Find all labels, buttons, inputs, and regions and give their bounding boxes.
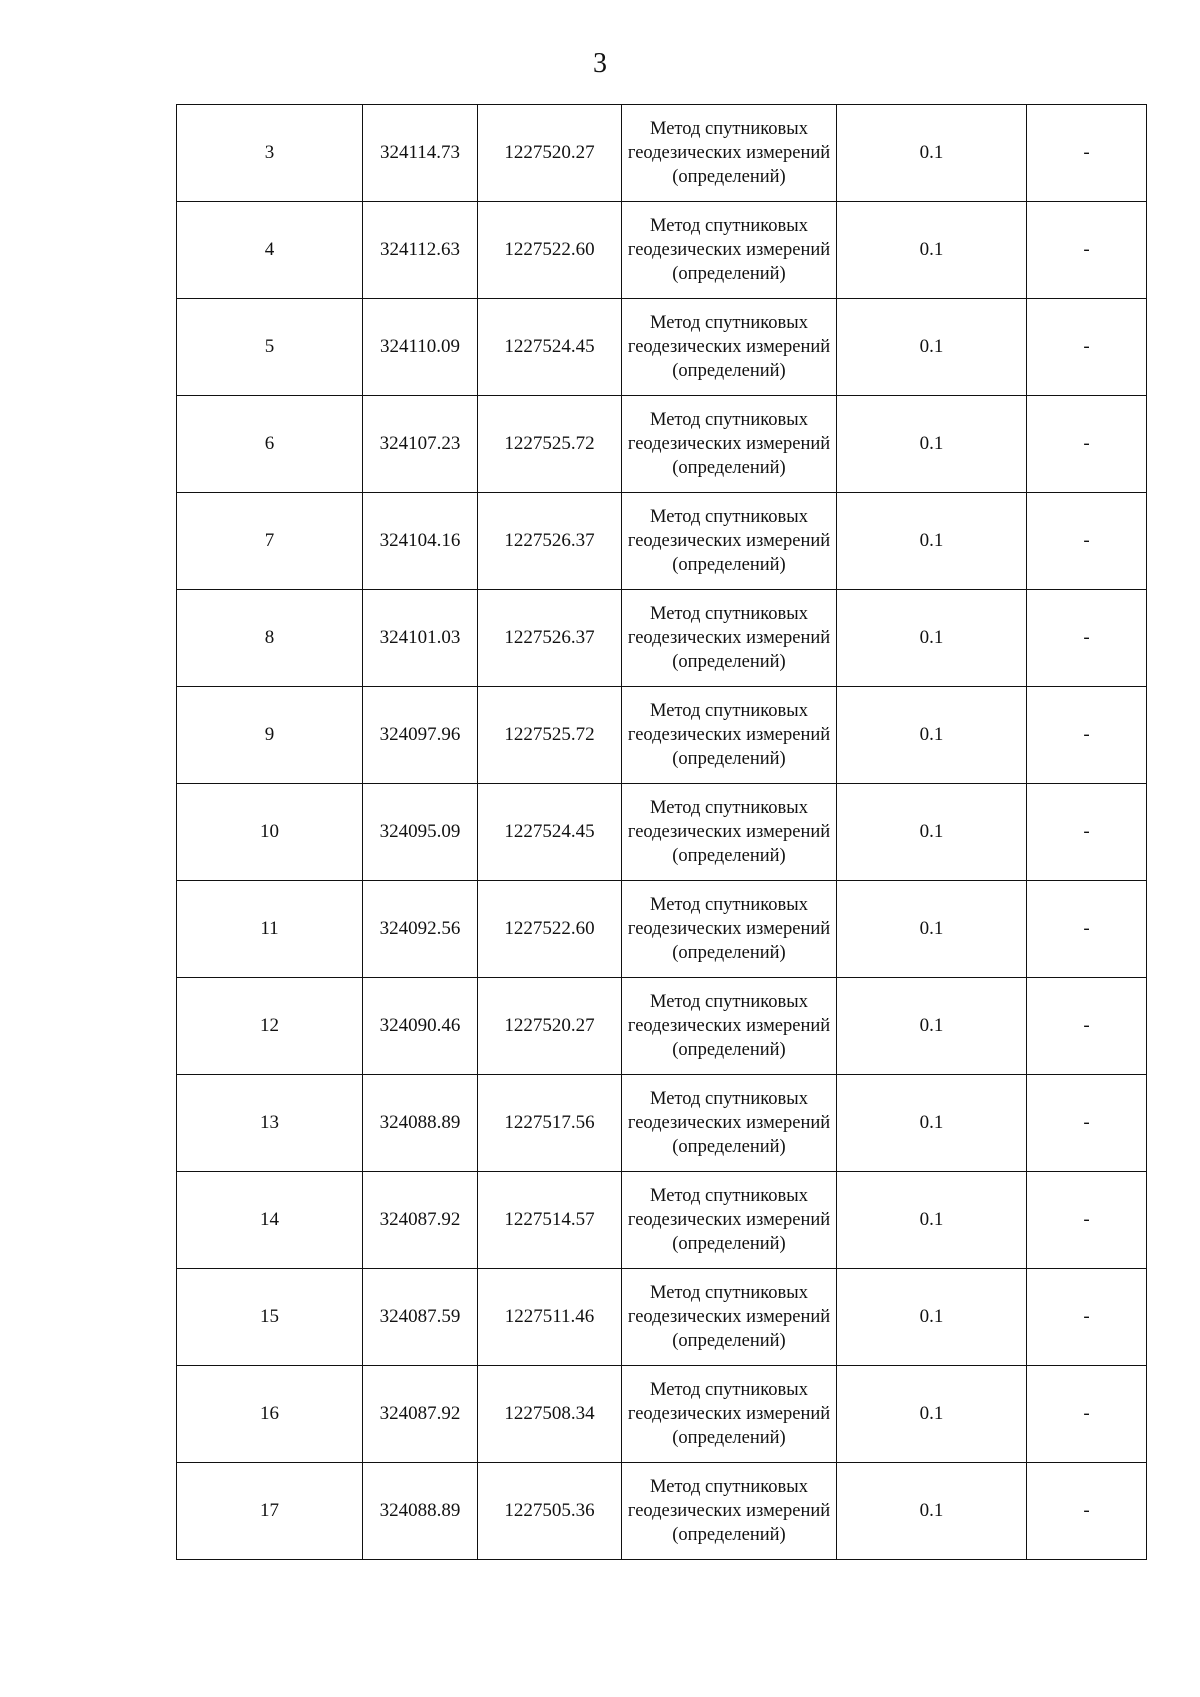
description-cell: - bbox=[1027, 784, 1147, 881]
point-number-cell: 10 bbox=[177, 784, 363, 881]
method-cell: Метод спутниковых геодезических измерений (определений) bbox=[622, 978, 837, 1075]
x-coordinate-cell: 324087.92 bbox=[363, 1366, 478, 1463]
accuracy-cell: 0.1 bbox=[837, 881, 1027, 978]
accuracy-cell: 0.1 bbox=[837, 1463, 1027, 1560]
method-cell: Метод спутниковых геодезических измерений (определений) bbox=[622, 590, 837, 687]
y-coordinate-cell: 1227526.37 bbox=[478, 493, 622, 590]
point-number-cell: 7 bbox=[177, 493, 363, 590]
description-cell: - bbox=[1027, 978, 1147, 1075]
y-coordinate-cell: 1227508.34 bbox=[478, 1366, 622, 1463]
method-cell: Метод спутниковых геодезических измерений (определений) bbox=[622, 1269, 837, 1366]
accuracy-cell: 0.1 bbox=[837, 784, 1027, 881]
point-number-cell: 15 bbox=[177, 1269, 363, 1366]
table-row bbox=[177, 784, 1147, 881]
y-coordinate-cell: 1227511.46 bbox=[478, 1269, 622, 1366]
accuracy-cell: 0.1 bbox=[837, 202, 1027, 299]
method-cell: Метод спутниковых геодезических измерений (определений) bbox=[622, 493, 837, 590]
point-number-cell: 14 bbox=[177, 1172, 363, 1269]
description-cell: - bbox=[1027, 1075, 1147, 1172]
point-number-cell: 9 bbox=[177, 687, 363, 784]
accuracy-cell: 0.1 bbox=[837, 299, 1027, 396]
method-cell: Метод спутниковых геодезических измерений (определений) bbox=[622, 687, 837, 784]
y-coordinate-cell: 1227520.27 bbox=[478, 105, 622, 202]
description-cell: - bbox=[1027, 881, 1147, 978]
point-number-cell: 5 bbox=[177, 299, 363, 396]
x-coordinate-cell: 324104.16 bbox=[363, 493, 478, 590]
point-number-cell: 12 bbox=[177, 978, 363, 1075]
y-coordinate-cell: 1227517.56 bbox=[478, 1075, 622, 1172]
point-number-cell: 16 bbox=[177, 1366, 363, 1463]
method-cell: Метод спутниковых геодезических измерений (определений) bbox=[622, 1463, 837, 1560]
description-cell: - bbox=[1027, 687, 1147, 784]
table-row bbox=[177, 590, 1147, 687]
x-coordinate-cell: 324092.56 bbox=[363, 881, 478, 978]
coordinates-table bbox=[176, 104, 1147, 1560]
accuracy-cell: 0.1 bbox=[837, 396, 1027, 493]
method-cell: Метод спутниковых геодезических измерений (определений) bbox=[622, 1075, 837, 1172]
y-coordinate-cell: 1227505.36 bbox=[478, 1463, 622, 1560]
method-cell: Метод спутниковых геодезических измерений (определений) bbox=[622, 396, 837, 493]
description-cell: - bbox=[1027, 299, 1147, 396]
y-coordinate-cell: 1227525.72 bbox=[478, 396, 622, 493]
table-row bbox=[177, 396, 1147, 493]
y-coordinate-cell: 1227522.60 bbox=[478, 202, 622, 299]
point-number-cell: 4 bbox=[177, 202, 363, 299]
accuracy-cell: 0.1 bbox=[837, 105, 1027, 202]
accuracy-cell: 0.1 bbox=[837, 1366, 1027, 1463]
x-coordinate-cell: 324088.89 bbox=[363, 1075, 478, 1172]
point-number-cell: 6 bbox=[177, 396, 363, 493]
description-cell: - bbox=[1027, 493, 1147, 590]
method-cell: Метод спутниковых геодезических измерений (определений) bbox=[622, 1366, 837, 1463]
x-coordinate-cell: 324114.73 bbox=[363, 105, 478, 202]
method-cell: Метод спутниковых геодезических измерений (определений) bbox=[622, 1172, 837, 1269]
method-cell: Метод спутниковых геодезических измерений (определений) bbox=[622, 299, 837, 396]
table-row bbox=[177, 105, 1147, 202]
method-cell: Метод спутниковых геодезических измерений (определений) bbox=[622, 202, 837, 299]
x-coordinate-cell: 324088.89 bbox=[363, 1463, 478, 1560]
table-row bbox=[177, 687, 1147, 784]
description-cell: - bbox=[1027, 1463, 1147, 1560]
table-row bbox=[177, 1366, 1147, 1463]
method-cell: Метод спутниковых геодезических измерений (определений) bbox=[622, 105, 837, 202]
y-coordinate-cell: 1227520.27 bbox=[478, 978, 622, 1075]
accuracy-cell: 0.1 bbox=[837, 493, 1027, 590]
point-number-cell: 13 bbox=[177, 1075, 363, 1172]
accuracy-cell: 0.1 bbox=[837, 1269, 1027, 1366]
accuracy-cell: 0.1 bbox=[837, 1172, 1027, 1269]
coordinates-table-body bbox=[177, 105, 1147, 1560]
description-cell: - bbox=[1027, 105, 1147, 202]
x-coordinate-cell: 324087.92 bbox=[363, 1172, 478, 1269]
table-row bbox=[177, 202, 1147, 299]
description-cell: - bbox=[1027, 1366, 1147, 1463]
accuracy-cell: 0.1 bbox=[837, 590, 1027, 687]
x-coordinate-cell: 324110.09 bbox=[363, 299, 478, 396]
point-number-cell: 8 bbox=[177, 590, 363, 687]
y-coordinate-cell: 1227524.45 bbox=[478, 299, 622, 396]
table-row bbox=[177, 1075, 1147, 1172]
x-coordinate-cell: 324107.23 bbox=[363, 396, 478, 493]
table-row bbox=[177, 1463, 1147, 1560]
table-row bbox=[177, 881, 1147, 978]
description-cell: - bbox=[1027, 396, 1147, 493]
x-coordinate-cell: 324095.09 bbox=[363, 784, 478, 881]
x-coordinate-cell: 324112.63 bbox=[363, 202, 478, 299]
x-coordinate-cell: 324101.03 bbox=[363, 590, 478, 687]
table-row bbox=[177, 493, 1147, 590]
point-number-cell: 3 bbox=[177, 105, 363, 202]
table-row bbox=[177, 1269, 1147, 1366]
description-cell: - bbox=[1027, 1172, 1147, 1269]
accuracy-cell: 0.1 bbox=[837, 978, 1027, 1075]
description-cell: - bbox=[1027, 202, 1147, 299]
point-number-cell: 17 bbox=[177, 1463, 363, 1560]
y-coordinate-cell: 1227524.45 bbox=[478, 784, 622, 881]
table-row bbox=[177, 978, 1147, 1075]
x-coordinate-cell: 324090.46 bbox=[363, 978, 478, 1075]
page-number: 3 bbox=[593, 48, 607, 79]
description-cell: - bbox=[1027, 1269, 1147, 1366]
table-row bbox=[177, 1172, 1147, 1269]
description-cell: - bbox=[1027, 590, 1147, 687]
y-coordinate-cell: 1227525.72 bbox=[478, 687, 622, 784]
method-cell: Метод спутниковых геодезических измерений (определений) bbox=[622, 881, 837, 978]
y-coordinate-cell: 1227522.60 bbox=[478, 881, 622, 978]
method-cell: Метод спутниковых геодезических измерений (определений) bbox=[622, 784, 837, 881]
x-coordinate-cell: 324087.59 bbox=[363, 1269, 478, 1366]
y-coordinate-cell: 1227514.57 bbox=[478, 1172, 622, 1269]
x-coordinate-cell: 324097.96 bbox=[363, 687, 478, 784]
y-coordinate-cell: 1227526.37 bbox=[478, 590, 622, 687]
point-number-cell: 11 bbox=[177, 881, 363, 978]
table-row bbox=[177, 299, 1147, 396]
accuracy-cell: 0.1 bbox=[837, 1075, 1027, 1172]
accuracy-cell: 0.1 bbox=[837, 687, 1027, 784]
